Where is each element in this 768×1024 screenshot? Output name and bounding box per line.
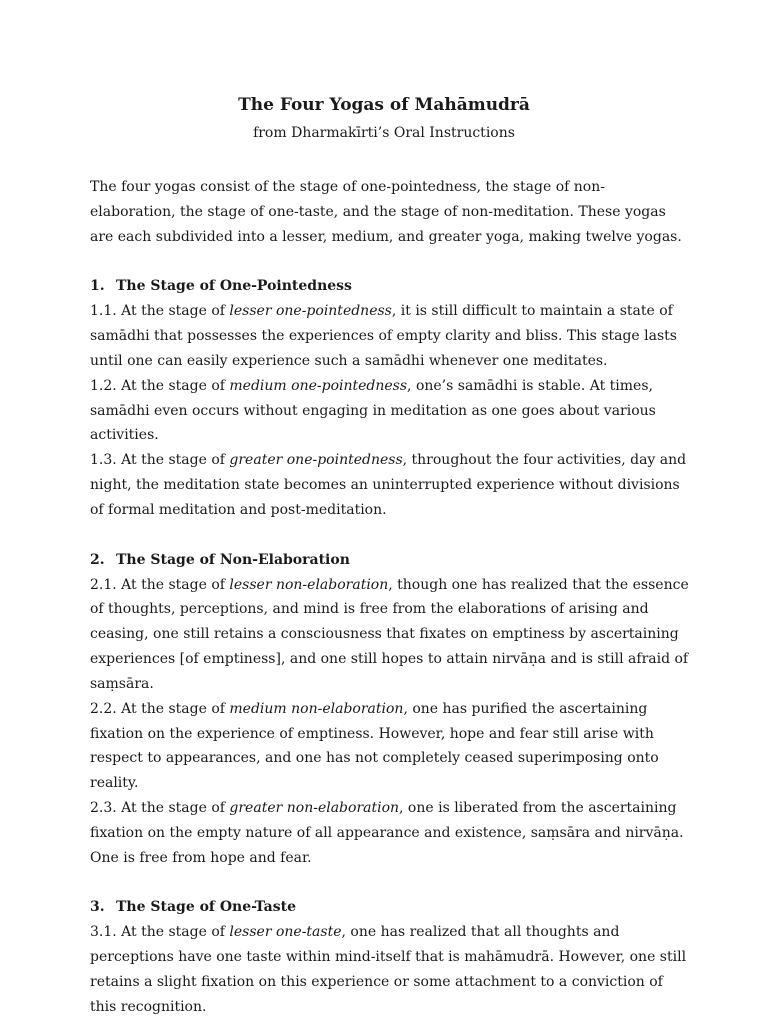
section-one-pointedness [90,274,690,522]
stage-term: lesser one-pointedness [229,303,392,320]
section-heading [90,548,690,573]
stage-term: medium one-pointedness [229,377,408,394]
document-title: The Four Yogas of Mahāmudrā [238,95,530,115]
section-one-taste [90,895,690,1019]
document-body [90,175,690,1020]
section-heading [90,274,690,299]
stage-term: greater non-elaboration [229,800,400,817]
stage-term: medium non-elaboration [229,700,404,717]
section-title: The Stage of One-Taste [116,899,297,916]
section-title: The Stage of Non-Elaboration [116,551,350,568]
stage-term: lesser one-taste [229,924,342,941]
stage-term: lesser non-elaboration [229,576,389,593]
stage-term: greater one-pointedness [229,452,403,469]
section-title: The Stage of One-Pointedness [116,278,352,295]
paragraph-1-1: 1.1. At the stage of lesser one-pointedness, it is still difficult to maintain a state of samādhi that possesses the experiences of empty clarity and bliss. This stage lasts until one can easily experience such a samādhi whenever one meditates. [90,303,677,369]
paragraph-1-3: 1.3. At the stage of greater one-pointedness, throughout the four activities, day and night, the meditation state becomes an uninterrupted experience without divisions of formal meditation and post-meditation. [90,452,687,518]
section-number: 2. [90,551,105,568]
document-subtitle: from Dharmakīrti’s Oral Instructions [253,125,515,141]
paragraph-3-1: 3.1. At the stage of lesser one-taste, one has realized that all thoughts and perceptions have one taste within mind-itself that is mahāmudrā. However, one still retains a slight fixation on this experience or some attachment to a conviction of this recognition. [90,924,687,1015]
section-non-elaboration [90,548,690,871]
paragraph-2-1: 2.1. At the stage of lesser non-elaboration, though one has realized that the essence of thoughts, perceptions, and mind is free from the elaborations of arising and ceasing, one still retains a consciousness that fixates on emptiness by ascertaining experiences [of emptiness], and one still hopes to attain nirvāṇa and is still afraid of saṃsāra. [90,576,689,692]
paragraph-2-2: 2.2. At the stage of medium non-elaboration, one has purified the ascertaining fixation on the experience of emptiness. However, hope and fear still arise with respect to appearances, and one has not completely ceased superimposing onto reality. [90,700,659,792]
section-heading [90,895,690,920]
section-number: 3. [90,899,105,916]
paragraph-1-2: 1.2. At the stage of medium one-pointedness, one’s samādhi is stable. At times, samādhi even occurs without engaging in meditation as one goes about various activities. [90,377,656,444]
paragraph-2-3: 2.3. At the stage of greater non-elaboration, one is liberated from the ascertaining fixation on the empty nature of all appearance and existence, saṃsāra and nirvāṇa. One is free from hope and fear. [90,800,684,866]
section-number: 1. [90,278,105,295]
intro-paragraph: The four yogas consist of the stage of one-pointedness, the stage of non-elaboration, the stage of one-taste, and the stage of non-meditation. These yogas are each subdivided into a lesser, medium, and greater yoga, making twelve yogas. [90,179,682,245]
